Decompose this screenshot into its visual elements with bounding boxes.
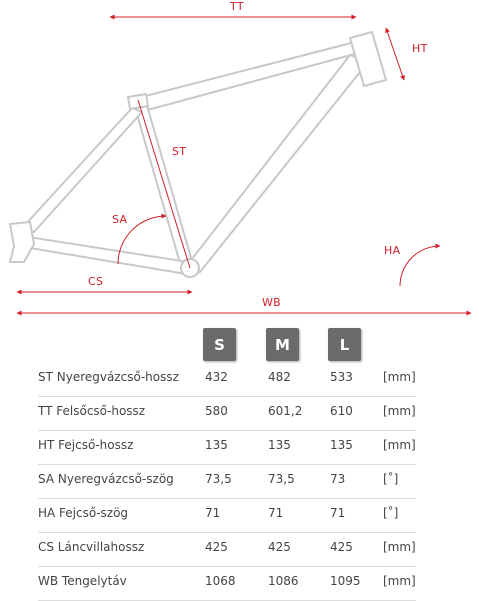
- spec-value-m: 135: [268, 438, 291, 452]
- spec-unit: [mm]: [383, 370, 416, 384]
- spec-name: SA Nyeregvázcső-szög: [38, 472, 174, 486]
- spec-value-s: 135: [205, 438, 228, 452]
- table-row: [38, 430, 416, 465]
- spec-unit: [mm]: [383, 540, 416, 554]
- table-row: [38, 362, 416, 397]
- frame-outline: [10, 32, 386, 277]
- table-row: [38, 532, 416, 567]
- spec-unit: [mm]: [383, 438, 416, 452]
- spec-name: TT Felsőcső-hossz: [38, 404, 146, 418]
- ha-arc: [400, 246, 440, 286]
- size-badge-m: M: [266, 328, 299, 361]
- spec-value-l: 533: [330, 370, 353, 384]
- spec-name: ST Nyeregvázcső-hossz: [38, 370, 179, 384]
- spec-value-s: 1068: [205, 574, 236, 588]
- table-row: [38, 498, 416, 533]
- spec-name: HA Fejcső-szög: [38, 506, 129, 520]
- spec-value-l: 135: [330, 438, 353, 452]
- spec-value-m: 1086: [268, 574, 299, 588]
- spec-value-s: 432: [205, 370, 228, 384]
- spec-value-m: 73,5: [268, 472, 295, 486]
- spec-value-s: 580: [205, 404, 228, 418]
- spec-value-l: 71: [330, 506, 346, 520]
- spec-value-m: 71: [268, 506, 284, 520]
- spec-value-m: 482: [268, 370, 291, 384]
- spec-value-s: 425: [205, 540, 228, 554]
- table-row: [38, 566, 416, 601]
- spec-unit: [˚]: [383, 506, 399, 520]
- tt-label: TT: [230, 0, 244, 13]
- ha-label: HA: [384, 244, 401, 257]
- size-badge-l: L: [328, 328, 361, 361]
- table-row: [38, 396, 416, 431]
- spec-value-s: 73,5: [205, 472, 232, 486]
- spec-name: HT Fejcső-hossz: [38, 438, 134, 452]
- spec-value-s: 71: [205, 506, 221, 520]
- st-label: ST: [172, 145, 187, 158]
- spec-value-l: 425: [330, 540, 353, 554]
- spec-value-l: 1095: [330, 574, 361, 588]
- spec-value-l: 610: [330, 404, 353, 418]
- size-badge-s: S: [203, 328, 236, 361]
- spec-unit: [˚]: [383, 472, 399, 486]
- spec-value-m: 601,2: [268, 404, 303, 418]
- spec-name: WB Tengelytáv: [38, 574, 127, 588]
- ht-dimension: [386, 28, 404, 80]
- spec-value-m: 425: [268, 540, 291, 554]
- wb-label: WB: [262, 296, 282, 309]
- cs-label: CS: [88, 275, 104, 288]
- sa-label: SA: [112, 213, 128, 226]
- spec-unit: [mm]: [383, 404, 416, 418]
- table-row: [38, 464, 416, 499]
- st-dimension: [138, 100, 190, 268]
- spec-value-l: 73: [330, 472, 346, 486]
- spec-unit: [mm]: [383, 574, 416, 588]
- ht-label: HT: [412, 42, 428, 55]
- spec-name: CS Láncvillahossz: [38, 540, 145, 554]
